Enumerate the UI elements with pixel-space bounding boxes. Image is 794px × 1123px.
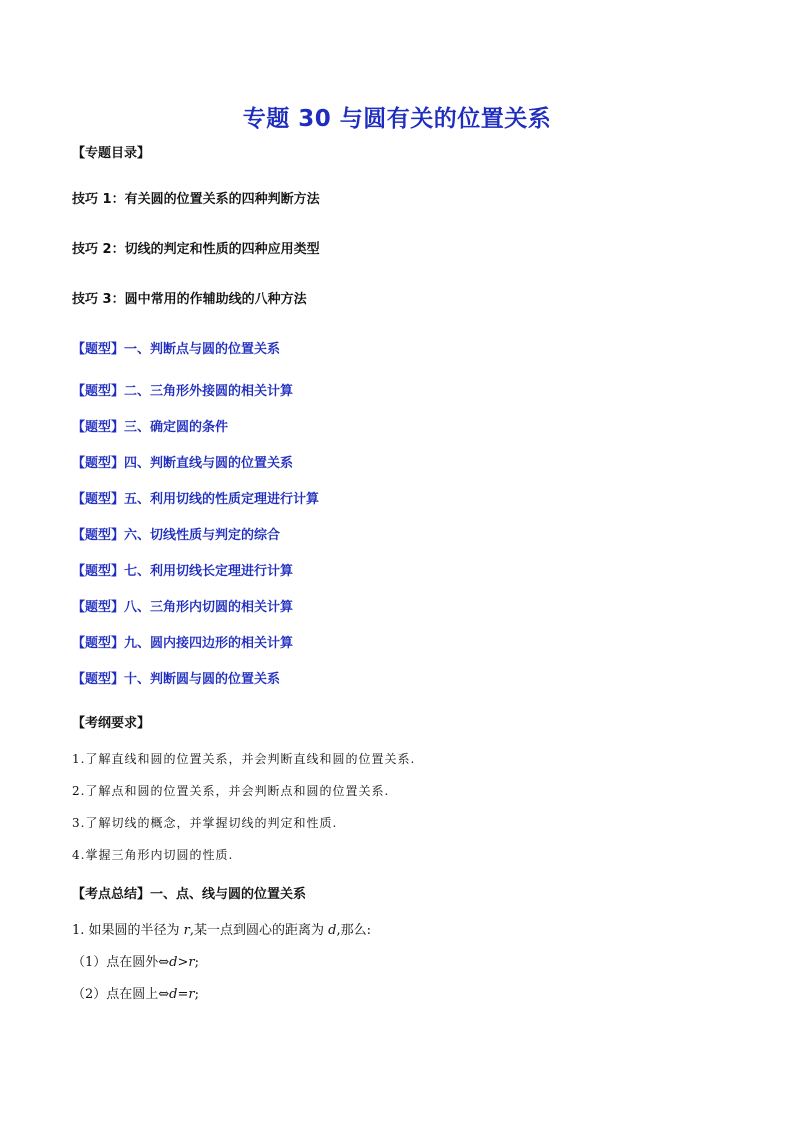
question-type-5: 【题型】五、利用切线的性质定理进行计算 [72, 492, 320, 507]
distance-symbol: d [169, 987, 178, 1002]
question-type-6: 【题型】六、切线性质与判定的综合 [72, 528, 281, 543]
punctuation: ; [194, 987, 200, 1002]
skill-item-3: 技巧 3：圆中常用的作辅助线的八种方法 [72, 292, 307, 307]
summary-intro-part: ,那么: [336, 923, 371, 938]
question-type-4: 【题型】四、判断直线与圆的位置关系 [72, 456, 294, 471]
question-type-1: 【题型】一、判断点与圆的位置关系 [72, 342, 281, 357]
page-title: 专题 30 与圆有关的位置关系 [242, 106, 552, 132]
question-type-10: 【题型】十、判断圆与圆的位置关系 [72, 672, 281, 687]
radius-symbol: r [188, 955, 195, 970]
summary-intro-part: 1. 如果圆的半径为 [72, 923, 184, 938]
summary-intro-part: ,某一点到圆心的距离为 [189, 923, 329, 938]
requirement-2: 2.了解点和圆的位置关系，并会判断点和圆的位置关系. [72, 784, 390, 798]
question-type-8: 【题型】八、三角形内切圆的相关计算 [72, 600, 294, 615]
question-type-9: 【题型】九、圆内接四边形的相关计算 [72, 636, 294, 651]
distance-symbol: d [328, 923, 337, 938]
summary-item-1 [72, 951, 199, 970]
requirement-1: 1.了解直线和圆的位置关系，并会判断直线和圆的位置关系. [72, 752, 416, 766]
summary-intro [72, 919, 371, 938]
requirement-4: 4.掌握三角形内切圆的性质. [72, 848, 234, 862]
summary-heading: 【考点总结】一、点、线与圆的位置关系 [72, 887, 307, 902]
summary-item-text: （1）点在圆外⇔ [72, 955, 170, 970]
comparison-symbol: > [177, 955, 189, 970]
summary-item-2 [72, 983, 199, 1002]
question-type-2: 【题型】二、三角形外接圆的相关计算 [72, 384, 294, 399]
question-type-3: 【题型】三、确定圆的条件 [72, 420, 229, 435]
punctuation: ; [194, 955, 200, 970]
requirements-heading: 【考纲要求】 [72, 716, 151, 731]
radius-symbol: r [183, 923, 190, 938]
catalog-heading: 【专题目录】 [72, 146, 151, 161]
skill-item-2: 技巧 2：切线的判定和性质的四种应用类型 [72, 242, 320, 257]
skill-item-1: 技巧 1：有关圆的位置关系的四种判断方法 [72, 192, 320, 207]
summary-item-text: （2）点在圆上⇔ [72, 987, 170, 1002]
question-type-7: 【题型】七、利用切线长定理进行计算 [72, 564, 294, 579]
comparison-symbol: = [177, 987, 189, 1002]
requirement-3: 3.了解切线的概念，并掌握切线的判定和性质. [72, 816, 338, 830]
radius-symbol: r [188, 987, 195, 1002]
distance-symbol: d [169, 955, 178, 970]
